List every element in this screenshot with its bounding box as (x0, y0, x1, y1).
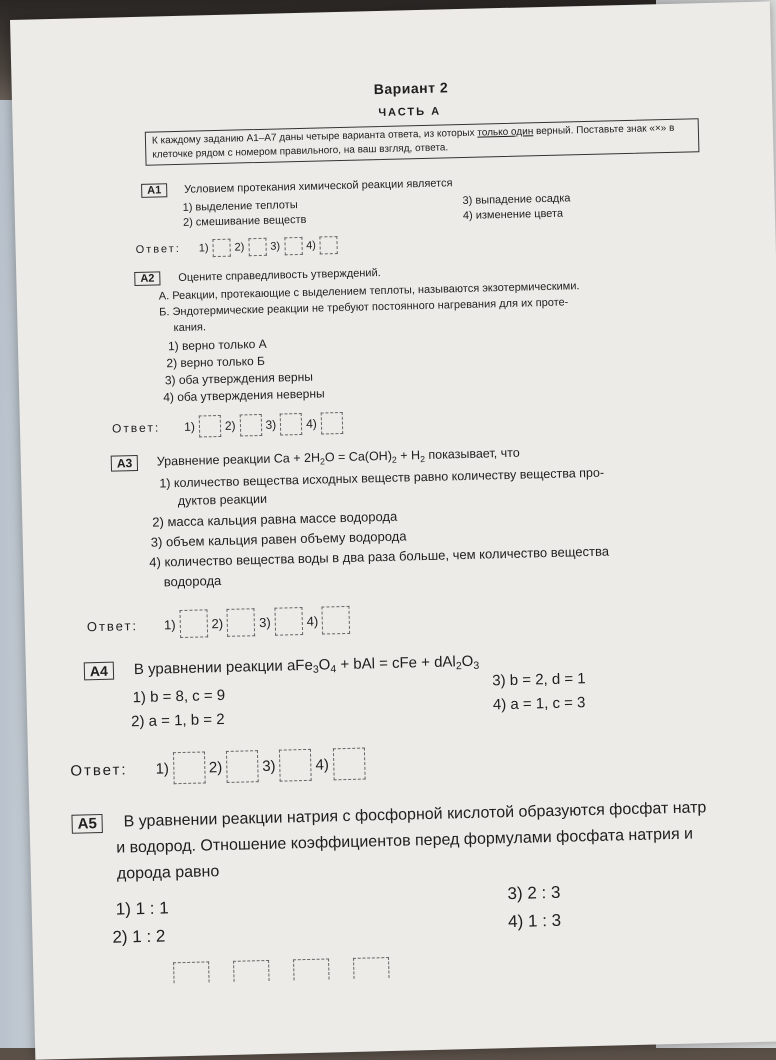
a5-answer-box-4[interactable] (353, 957, 390, 979)
a3-answer-box-1[interactable] (179, 609, 208, 638)
a3-option-1b: дуктов реакции (177, 491, 268, 509)
a5-option-1: 1) 1 : 1 (115, 898, 169, 919)
a4-answer-row: Ответ: 1) 2) 3) 4) (70, 748, 365, 787)
question-a3-id: А3 (111, 455, 139, 472)
a2-answer-row: Ответ: 1) 2) 3) 4) (112, 412, 343, 440)
a3-answer-row: Ответ: 1) 2) 3) 4) (86, 606, 350, 640)
question-a5-line-1: В уравнении реакции натрия с фосфорной кислотой образуются фосфат натр (123, 799, 707, 831)
a5-answer-row-partial (173, 957, 389, 983)
a3-option-4b: водорода (163, 573, 222, 590)
part-title: ЧАСТЬ А (378, 105, 442, 120)
a5-option-3: 3) 2 : 3 (507, 882, 561, 904)
a2-option-1: 1) верно только А (167, 336, 267, 354)
question-a5-line-2: и водород. Отношение коэффициентов перед формулами фосфата натрия и (116, 825, 694, 857)
a2-option-2: 2) верно только Б (166, 353, 266, 371)
question-a5-line-3: дорода равно (116, 863, 220, 883)
a5-option-4: 4) 1 : 3 (507, 910, 562, 932)
a3-answer-box-4[interactable] (322, 606, 351, 635)
a1-answer-box-4[interactable] (320, 236, 338, 254)
a1-answer-box-1[interactable] (212, 239, 230, 257)
a5-answer-box-3[interactable] (293, 958, 330, 980)
variant-title: Вариант 2 (373, 79, 449, 98)
a3-answer-box-2[interactable] (227, 608, 256, 637)
a5-answer-box-1[interactable] (173, 961, 210, 983)
question-a5-id: А5 (71, 814, 103, 834)
a2-answer-box-4[interactable] (321, 412, 344, 435)
a1-option-1: 1) выделение теплоты (182, 199, 298, 214)
a2-statement-a: А. Реакции, протекающие с выделением теплоты, называются экзотермическими. (158, 280, 580, 303)
question-a2-id: А2 (134, 271, 160, 286)
question-a1-text: Условием протекания химической реакции является (184, 177, 453, 196)
answer-label: Ответ: (135, 242, 181, 256)
question-a4-id: А4 (84, 662, 114, 681)
a1-answer-box-3[interactable] (284, 237, 302, 255)
instructions-underlined: только один (477, 126, 534, 139)
question-a2-text: Оцените справедливость утверждений. (178, 267, 381, 284)
question-a3-text: Уравнение реакции $Ca + 2H_2O = Ca(OH)_2 + H_2$ показывает, что (156, 445, 520, 469)
a3-option-3: 3) объем кальция равен объему водорода (150, 528, 407, 550)
question-a1-id: А1 (141, 183, 167, 198)
a4-option-4: 4) a = 1, c = 3 (492, 694, 586, 714)
a4-option-1: 1) b = 8, c = 9 (132, 686, 226, 707)
a1-option-4: 4) изменение цвета (462, 207, 564, 222)
instructions-box: К каждому заданию А1–А7 даны четыре варианта ответа, из которых только один верный. Поставьте знак «×» в клеточке рядом с номером правильного, на ваш взгляд, ответа. (145, 118, 700, 166)
question-a4-text: В уравнении реакции $aFe_3O_4$ + bAl = cFe + $dAl_2O_3$ (133, 652, 480, 679)
a3-option-4a: 4) количество вещества воды в два раза больше, чем количество вещества (149, 543, 610, 570)
a3-option-2: 2) масса кальция равна массе водорода (152, 508, 398, 530)
a4-answer-box-3[interactable] (279, 749, 312, 782)
a5-option-2: 2) 1 : 2 (112, 926, 166, 947)
a1-option-3: 3) выпадение осадка (462, 192, 571, 207)
a2-answer-box-2[interactable] (239, 414, 262, 437)
a2-option-4: 4) оба утверждения неверны (163, 386, 325, 405)
a1-answer-row: Ответ: 1) 2) 3) 4) (135, 236, 338, 259)
a4-option-2: 2) a = 1, b = 2 (130, 710, 225, 731)
a4-option-3: 3) b = 2, d = 1 (492, 670, 586, 690)
a2-answer-box-3[interactable] (280, 413, 303, 436)
a4-answer-box-1[interactable] (173, 751, 206, 784)
test-sheet (10, 1, 776, 1059)
a1-answer-box-2[interactable] (248, 238, 266, 256)
a2-option-3: 3) оба утверждения верны (164, 369, 314, 388)
a4-answer-box-4[interactable] (333, 748, 366, 781)
a2-statement-b-2: кания. (173, 321, 207, 335)
a3-option-1a: 1) количество вещества исходных веществ равно количеству вещества про- (159, 465, 605, 491)
a4-answer-box-2[interactable] (226, 750, 259, 783)
a1-option-2: 2) смешивание веществ (182, 213, 307, 229)
a3-answer-box-3[interactable] (274, 607, 303, 636)
a2-answer-box-1[interactable] (199, 415, 222, 438)
a2-statement-b-1: Б. Эндотермические реакции не требуют постоянного нагревания для их проте- (159, 296, 569, 319)
a5-answer-box-2[interactable] (233, 960, 270, 982)
